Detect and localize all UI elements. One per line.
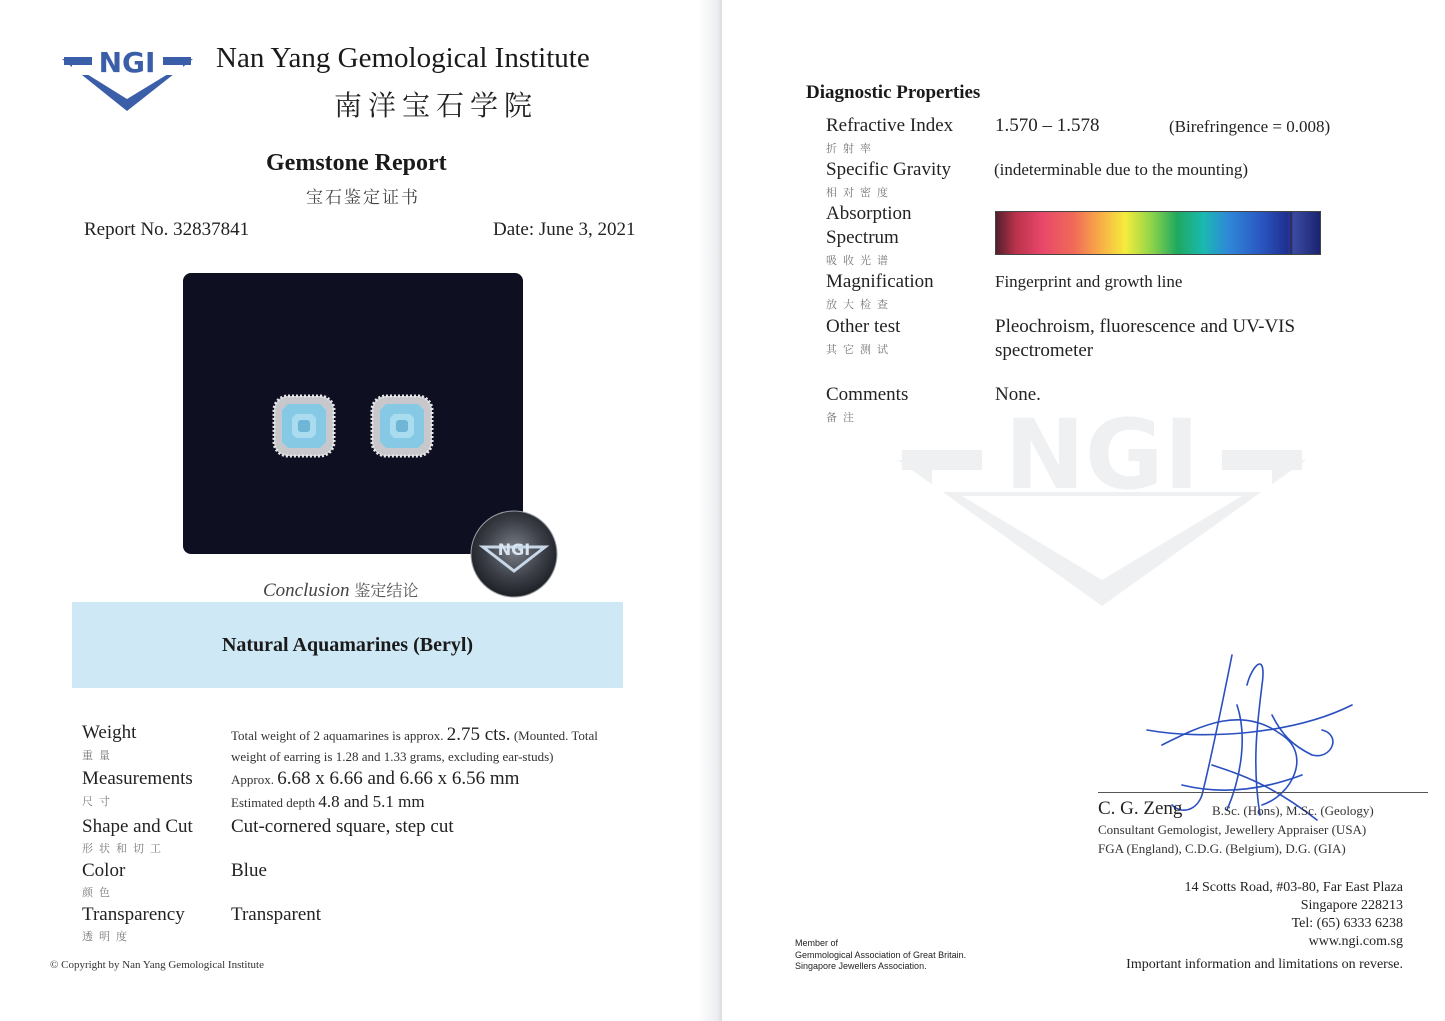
shape-value: Cut-cornered square, step cut: [231, 816, 454, 837]
absorption-spectrum: [995, 211, 1321, 255]
measurements-line-1: Approx. 6.68 x 6.66 and 6.66 x 6.56 mm: [231, 768, 520, 789]
shape-label: Shape and Cut: [82, 816, 193, 837]
magnification-value: Fingerprint and growth line: [995, 272, 1183, 291]
right-page: [722, 0, 1445, 1021]
ri-note: (Birefringence = 0.008): [1169, 117, 1331, 136]
sg-label-zh: 相对密度: [826, 187, 894, 199]
membership-line-1: Member of: [795, 938, 839, 948]
color-label-zh: 颜色: [82, 887, 116, 899]
signatory-name: C. G. Zeng: [1098, 798, 1183, 819]
shape-label-zh: 形状和切工: [82, 843, 167, 855]
address-web: www.ngi.com.sg: [1308, 934, 1403, 949]
report-title: Gemstone Report: [266, 150, 447, 176]
ri-value: 1.570 – 1.578: [995, 115, 1100, 136]
report-number: Report No. 32837841: [84, 219, 250, 240]
seal-text: NGI: [497, 540, 531, 559]
measurements-label-zh: 尺寸: [82, 796, 116, 808]
comments-value: None.: [995, 384, 1041, 405]
conclusion-label: [263, 578, 418, 602]
weight-line-1: Total weight of 2 aquamarines is approx. 2.75 cts. (Mounted. Total: [231, 724, 598, 745]
signatory-degrees: B.Sc. (Hons), M.Sc. (Geology): [1212, 803, 1374, 818]
address-line-2: Singapore 228213: [1300, 898, 1403, 913]
institute-name-en: Nan Yang Gemological Institute: [216, 42, 590, 74]
earring-right: [369, 393, 435, 459]
ri-label-zh: 折射率: [826, 143, 877, 155]
footer-note: Important information and limitations on reverse.: [1126, 957, 1403, 972]
comments-label: Comments: [826, 384, 909, 405]
color-label: Color: [82, 860, 126, 881]
report-title-zh: 宝石鉴定证书: [306, 188, 420, 208]
absorption-label-zh: 吸收光谱: [826, 255, 894, 267]
magnification-label-zh: 放大检查: [826, 299, 894, 311]
measurements-line-2: Estimated depth 4.8 and 5.1 mm: [231, 792, 425, 811]
diagnostic-title: Diagnostic Properties: [806, 82, 981, 103]
weight-line-2: weight of earring is 1.28 and 1.33 grams, excluding ear-studs): [231, 749, 554, 764]
transparency-value: Transparent: [231, 904, 322, 925]
report-date: Date: June 3, 2021: [493, 219, 636, 240]
weight-label: Weight: [82, 722, 137, 743]
copyright: © Copyright by Nan Yang Gemological Institute: [50, 959, 264, 971]
sg-value: (indeterminable due to the mounting): [994, 160, 1248, 179]
left-page: [0, 0, 722, 1021]
signature-rule: [1098, 792, 1428, 793]
ngi-logo: [60, 45, 195, 113]
membership-line-2: Gemmological Association of Great Britain.: [795, 950, 967, 960]
other-test-label: Other test: [826, 316, 901, 337]
sg-label: Specific Gravity: [826, 159, 952, 180]
membership-line-3: Singapore Jewellers Association.: [795, 961, 927, 971]
comments-label-zh: 备注: [826, 412, 860, 424]
watermark-text: NGI: [1004, 400, 1200, 511]
conclusion-band: [72, 602, 623, 688]
absorption-label-2: Spectrum: [826, 227, 899, 248]
other-test-label-zh: 其它测试: [826, 344, 894, 356]
color-value: Blue: [231, 860, 267, 881]
other-test-value-2: spectrometer: [995, 340, 1094, 361]
absorption-line: [1290, 212, 1292, 254]
signatory-quals: FGA (England), C.D.G. (Belgium), D.G. (GIA): [1098, 841, 1346, 856]
other-test-value-1: Pleochroism, fluorescence and UV-VIS: [995, 316, 1296, 337]
weight-label-zh: 重量: [82, 750, 116, 762]
hologram-seal: [469, 509, 559, 599]
transparency-label: Transparency: [82, 904, 185, 925]
conclusion-label-en: Conclusion: [263, 580, 350, 601]
absorption-label-1: Absorption: [826, 203, 912, 224]
address-line-1: 14 Scotts Road, #03-80, Far East Plaza: [1184, 880, 1403, 895]
transparency-label-zh: 透明度: [82, 931, 133, 943]
address-tel: Tel: (65) 6333 6238: [1291, 916, 1403, 931]
signatory-title: Consultant Gemologist, Jewellery Appraiser (USA): [1098, 822, 1367, 837]
magnification-label: Magnification: [826, 271, 934, 292]
measurements-label: Measurements: [82, 768, 193, 789]
conclusion-result: Natural Aquamarines (Beryl): [221, 634, 474, 656]
institute-name-zh: 南洋宝石学院: [334, 89, 539, 122]
earring-left: [271, 393, 337, 459]
ri-label: Refractive Index: [826, 115, 954, 136]
ngi-watermark: [892, 400, 1312, 610]
logo-text: NGI: [98, 46, 156, 79]
conclusion-label-zh: 鉴定结论: [354, 581, 419, 600]
